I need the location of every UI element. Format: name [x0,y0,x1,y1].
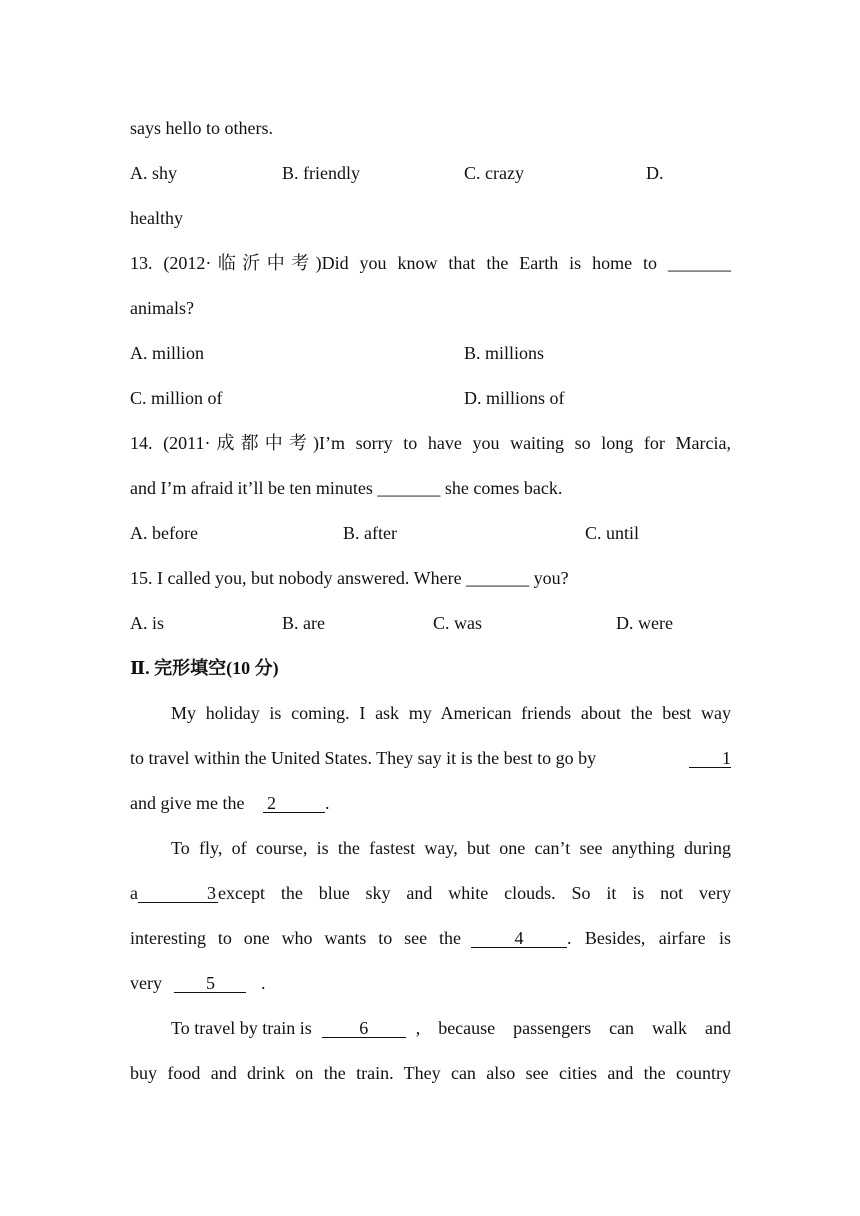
q12-option-d-text: healthy [130,208,183,228]
blank-1: 1 [689,746,731,770]
blank-3: 3 [138,881,218,905]
passage-p2-line2-text: except the blue sky and white clouds. So it is not very [218,883,731,903]
q13-option-a: A. million [130,343,205,363]
passage-p2-line2 [130,881,731,905]
q12-option-d: D. [646,163,664,183]
q15-option-b: B. are [282,613,325,633]
passage-p1-line3-end: . [324,793,330,813]
passage-p2-line1: To fly, of course, is the fastest way, but one can’t see anything during [171,838,731,858]
q15-option-c: C. was [433,613,482,633]
blank-6: 6 [322,1016,406,1040]
passage-p3-line2: buy food and drink on the train. They can also see cities and the country [130,1063,731,1083]
q15-option-d: D. were [616,613,673,633]
passage-p2-line4 [130,971,265,995]
passage-p2-line3-end: . Besides, airfare is [567,928,731,948]
passage-p3-line1-end: , because passengers can walk and [415,1018,731,1038]
q12-option-c: C. crazy [464,163,524,183]
passage-p2-line4-start: very [130,973,162,993]
q13-option-d: D. millions of [464,388,565,408]
q13-stem-line1: 13. (2012·临沂中考)Did you know that the Earth is home to _______ [130,253,731,273]
passage-p2-line3-text: interesting to one who wants to see the [130,928,461,948]
passage-p2-line2-start: a [130,883,138,903]
section-heading: Ⅱ. 完形填空(10 分) [130,658,279,678]
q14-stem-line1: 14. (2011·成都中考)I’m sorry to have you waiting so long for Marcia, [130,433,731,453]
blank-5: 5 [174,971,246,995]
passage-p3-line1-start: To travel by train is [171,1018,312,1038]
passage-p3-line1 [171,1016,731,1040]
q12-option-b: B. friendly [282,163,360,183]
q14-option-b: B. after [343,523,397,543]
passage-p1-line1: My holiday is coming. I ask my American friends about the best way [171,703,731,723]
passage-p2-line3 [130,926,731,950]
q13-option-c: C. million of [130,388,223,408]
passage-p2-line4-end: . [260,973,266,993]
q14-option-a: A. before [130,523,198,543]
q12-stem-end: says hello to others. [130,118,273,138]
passage-p1-line3 [130,791,329,815]
q12-option-a: A. shy [130,163,178,183]
blank-2: 2 [263,791,325,815]
q15-option-a: A. is [130,613,165,633]
passage-p1-line2-text: to travel within the United States. They say it is the best to go by [130,748,597,768]
passage-p1-line2 [130,746,731,770]
q15-stem: 15. I called you, but nobody answered. Where _______ you? [130,568,569,588]
q13-stem-line2: animals? [130,298,194,318]
blank-4: 4 [471,926,567,950]
q13-option-b: B. millions [464,343,545,363]
q14-stem-line2: and I’m afraid it’ll be ten minutes _______ she comes back. [130,478,563,498]
q14-option-c: C. until [585,523,640,543]
passage-p1-line3-text: and give me the [130,793,245,813]
